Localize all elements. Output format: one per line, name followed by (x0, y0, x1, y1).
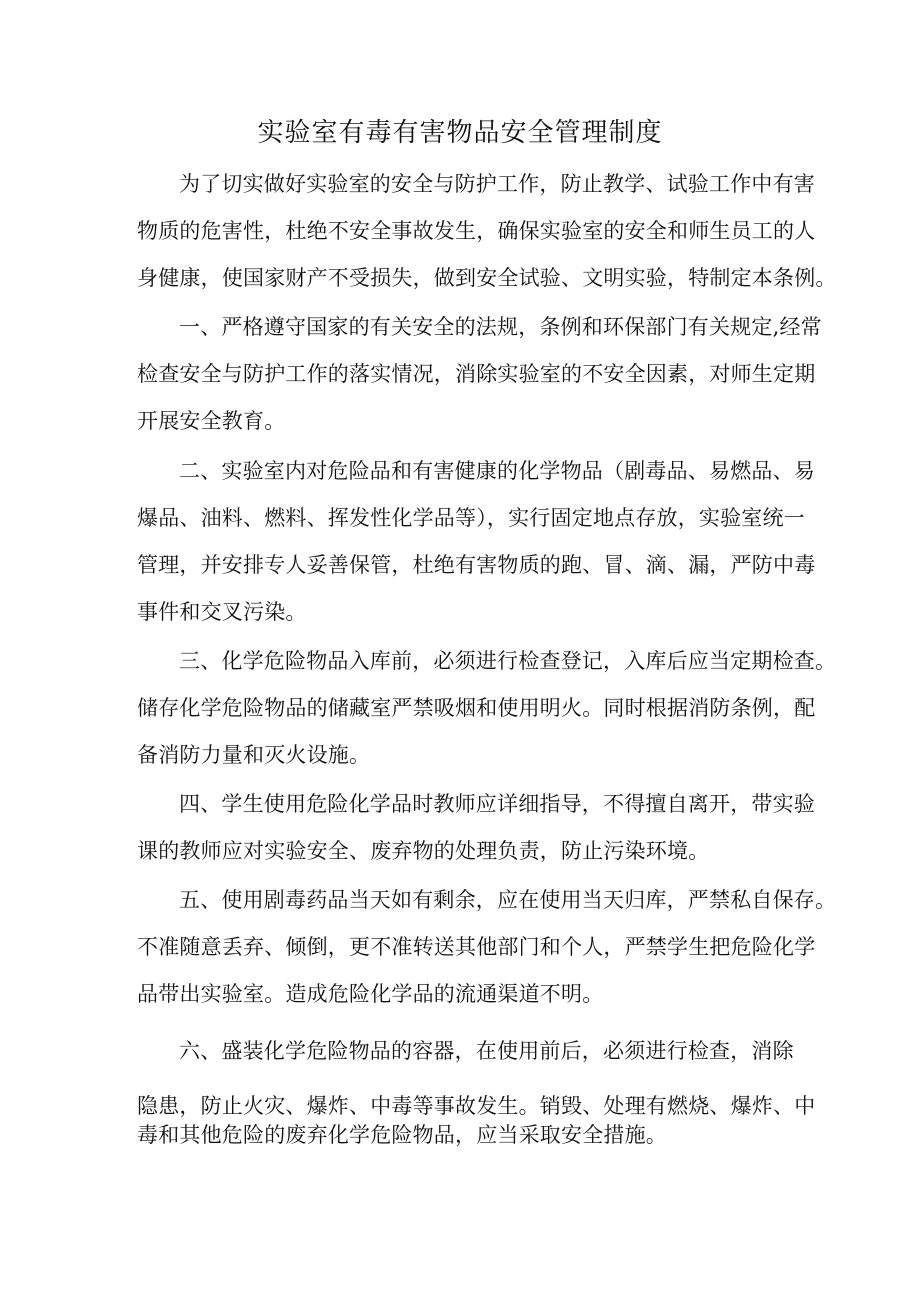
text-line: 检查安全与防护工作的落实情况，消除实验室的不安全因素，对师生定期 (137, 362, 816, 386)
text-line: 六、盛装化学危险物品的容器，在使用前后，必须进行检查，消除 (179, 1039, 794, 1063)
text-line: 品带出实验室。造成危险化学品的流通渠道不明。 (137, 982, 604, 1006)
text-line: 储存化学危险物品的储藏室严禁吸烟和使用明火。同时根据消防条例，配 (137, 696, 816, 720)
text-line: 物质的危害性，杜绝不安全事故发生，确保实验室的安全和师生员工的人 (137, 219, 816, 243)
text-line: 不准随意丢弃、倾倒，更不准转送其他部门和个人，严禁学生把危险化学 (137, 935, 816, 959)
text-line: 备消防力量和灭火设施。 (137, 743, 371, 767)
text-line: 三、化学危险物品入库前，必须进行检查登记，入库后应当定期检查。 (179, 649, 837, 673)
text-line: 身健康，使国家财产不受损失，做到安全试验、文明实验，特制定本条例。 (137, 266, 837, 290)
text-line: 开展安全教育。 (137, 409, 286, 433)
text-line: 二、实验室内对危险品和有害健康的化学物品（剧毒品、易燃品、易 (179, 459, 815, 483)
text-line: 一、严格遵守国家的有关安全的法规，条例和环保部门有关规定,经常 (179, 315, 822, 339)
text-line: 课的教师应对实验安全、废弃物的处理负责，防止污染环境。 (137, 839, 710, 863)
text-line: 毒和其他危险的废弃化学危险物品，应当采取安全措施。 (137, 1123, 667, 1147)
text-line: 五、使用剧毒药品当天如有剩余，应在使用当天归库，严禁私自保存。 (179, 888, 837, 912)
text-line: 四、学生使用危险化学品时教师应详细指导，不得擅自离开，带实验 (179, 792, 815, 816)
text-line: 为了切实做好实验室的安全与防护工作，防止教学、试验工作中有害 (179, 172, 815, 196)
text-line: 隐患，防止火灾、爆炸、中毒等事故发生。销毁、处理有燃烧、爆炸、中 (137, 1094, 816, 1118)
text-line: 爆品、油料、燃料、挥发性化学品等），实行固定地点存放，实验室统一 (137, 506, 805, 530)
text-line: 事件和交叉污染。 (137, 600, 307, 624)
document-title: 实验室有毒有害物品安全管理制度 (257, 118, 663, 148)
text-line: 管理，并安排专人妥善保管，杜绝有害物质的跑、冒、滴、漏，严防中毒 (137, 553, 816, 577)
